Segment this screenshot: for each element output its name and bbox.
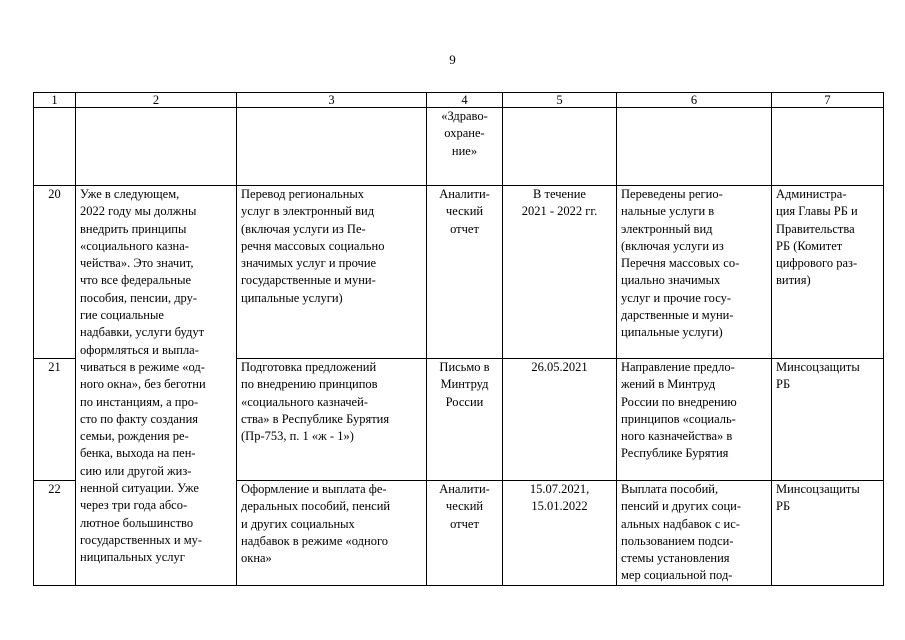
text-line: 2021 - 2022 гг.: [521, 204, 598, 219]
text-line: России: [445, 394, 484, 409]
text-line: В течение: [533, 187, 586, 201]
plan-table: [33, 92, 884, 586]
row-number: 21: [34, 359, 76, 481]
text-line: ческий: [445, 204, 484, 219]
text-line: Минтруд: [440, 377, 489, 392]
text-line: государственные и муни-: [241, 273, 376, 288]
text-line: «социального казна-: [80, 238, 189, 253]
text-line: значимых услуг и прочие: [241, 256, 377, 271]
text-line: государственных и му-: [80, 532, 203, 547]
text-line: (Пр-753, п. 1 «ж - 1»): [241, 429, 354, 444]
text-line: дарственные и муни-: [621, 308, 734, 323]
text-line: ческий: [445, 499, 484, 514]
text-line: услуг в электронный вид: [241, 204, 375, 219]
text-line: Выплата пособий,: [621, 482, 719, 496]
row-number: 20: [34, 186, 76, 359]
text-line: окна»: [241, 551, 272, 566]
text-line: Оформление и выплата фе-: [241, 482, 387, 496]
text-line: циально значимых: [621, 273, 721, 288]
text-line: ция Главы РБ и: [776, 204, 858, 219]
text-line: Минсоцзащиты: [776, 360, 860, 374]
text-line: ние»: [451, 143, 478, 158]
column-number: 3: [237, 93, 427, 108]
report-form-cell: [427, 359, 503, 481]
text-line: Минсоцзащиты: [776, 482, 860, 496]
text-line: ного казначейства» в: [621, 429, 733, 444]
text-line: Направление предло-: [621, 360, 735, 374]
result-cell: [617, 481, 772, 586]
text-line: Перевод региональных: [241, 187, 365, 201]
text-line: деральных пособий, пенсий: [241, 499, 391, 514]
text-line: оформляться и выпла-: [80, 342, 199, 357]
text-line: сто по факту создания: [80, 411, 199, 426]
text-line: гие социальные: [80, 308, 164, 323]
text-line: внедрить принципы: [80, 221, 187, 236]
text-line: мер социальной под-: [621, 568, 733, 583]
text-line: Перечня массовых со-: [621, 256, 740, 271]
text-line: Подготовка предложений: [241, 360, 377, 374]
text-line: пользованием подси-: [621, 533, 734, 548]
text-line: «социального казначей-: [241, 394, 368, 409]
text-line: пособия, пенсии, дру-: [80, 290, 198, 305]
column-number-row: [34, 93, 884, 108]
text-line: 15.01.2022: [531, 499, 588, 514]
text-line: ненной ситуации. Уже: [80, 481, 199, 496]
deadline-cell: [503, 359, 617, 481]
text-line: Письмо в: [439, 360, 490, 374]
report-form-cell: [427, 481, 503, 586]
text-line: по инстанциям, а про-: [80, 394, 199, 409]
result-cell: [617, 359, 772, 481]
responsible-cell: [772, 481, 884, 586]
text-line: (включая услуги из Пе-: [241, 221, 366, 236]
row-number: 22: [34, 481, 76, 586]
text-line: ниципальных услуг: [80, 550, 185, 565]
text-line: сию или другой жиз-: [80, 463, 192, 478]
text-line: принципов «социаль-: [621, 411, 736, 426]
text-line: Республике Бурятия: [621, 446, 729, 461]
deadline-cell: [503, 481, 617, 586]
text-line: Аналити-: [439, 482, 490, 496]
text-line: лютное большинство: [80, 515, 194, 530]
responsible-cell: [772, 186, 884, 359]
measure-cell: [237, 481, 427, 586]
text-line: 2022 году мы должны: [80, 204, 197, 219]
description-cell: [76, 186, 237, 586]
text-line: вития): [776, 273, 811, 288]
text-line: чиваться в режиме «од-: [80, 359, 205, 374]
column-number: 5: [503, 93, 617, 108]
text-line: альных надбавок с ис-: [621, 516, 740, 531]
column-number: 6: [617, 93, 772, 108]
text-line: семьи, рождения ре-: [80, 429, 189, 444]
text-line: и других социальных: [241, 516, 355, 531]
text-line: отчет: [450, 516, 479, 531]
text-line: речня массовых социально: [241, 238, 385, 253]
text-line: цифрового раз-: [776, 256, 858, 271]
text-line: РБ: [776, 377, 791, 392]
text-line: жений в Минтруд: [621, 377, 716, 392]
text-line: стемы установления: [621, 551, 730, 566]
text-line: (включая услуги из: [621, 238, 724, 253]
text-line: пенсий и других соци-: [621, 499, 742, 514]
text-line: ципальные услуги): [621, 325, 723, 340]
text-line: ства» в Республике Бурятия: [241, 411, 390, 426]
text-line: нальные услуги в: [621, 204, 715, 219]
text-line: через три года абсо-: [80, 498, 188, 513]
text-line: РБ: [776, 499, 791, 514]
continued-row: [34, 108, 884, 186]
text-line: Аналити-: [439, 187, 490, 201]
text-line: «Здраво-: [441, 109, 488, 123]
column-number: 2: [76, 93, 237, 108]
text-line: ного окна», без беготни: [80, 377, 206, 392]
text-line: что все федеральные: [80, 273, 192, 288]
text-line: надбавок в режиме «одного: [241, 533, 389, 548]
text-line: России по внедрению: [621, 394, 737, 409]
column-number: 1: [34, 93, 76, 108]
responsible-cell: [772, 359, 884, 481]
text-line: охране-: [444, 126, 485, 141]
table-row: [34, 186, 884, 359]
text-line: 15.07.2021,: [529, 482, 590, 496]
measure-cell: [237, 186, 427, 359]
text-line: Правительства: [776, 221, 855, 236]
text-line: чейства». Это значит,: [80, 256, 194, 271]
text-line: надбавки, услуги будут: [80, 325, 205, 340]
text-line: бенка, выхода на пен-: [80, 446, 196, 461]
text-line: по внедрению принципов: [241, 377, 378, 392]
text-line: Администра-: [776, 187, 847, 201]
deadline-cell: [503, 186, 617, 359]
text-line: ципальные услуги): [241, 290, 343, 305]
report-form-cell: [427, 186, 503, 359]
text-line: РБ (Комитет: [776, 238, 843, 253]
continued-form-cell: [427, 108, 503, 186]
page-number: 9: [449, 52, 456, 67]
column-number: 7: [772, 93, 884, 108]
result-cell: [617, 186, 772, 359]
measure-cell: [237, 359, 427, 481]
text-line: услуг и прочие госу-: [621, 290, 732, 305]
text-line: Уже в следующем,: [80, 187, 180, 201]
text-line: электронный вид: [621, 221, 713, 236]
text-line: отчет: [450, 221, 479, 236]
text-line: Переведены регио-: [621, 187, 723, 201]
column-number: 4: [427, 93, 503, 108]
text-line: 26.05.2021: [531, 360, 588, 374]
